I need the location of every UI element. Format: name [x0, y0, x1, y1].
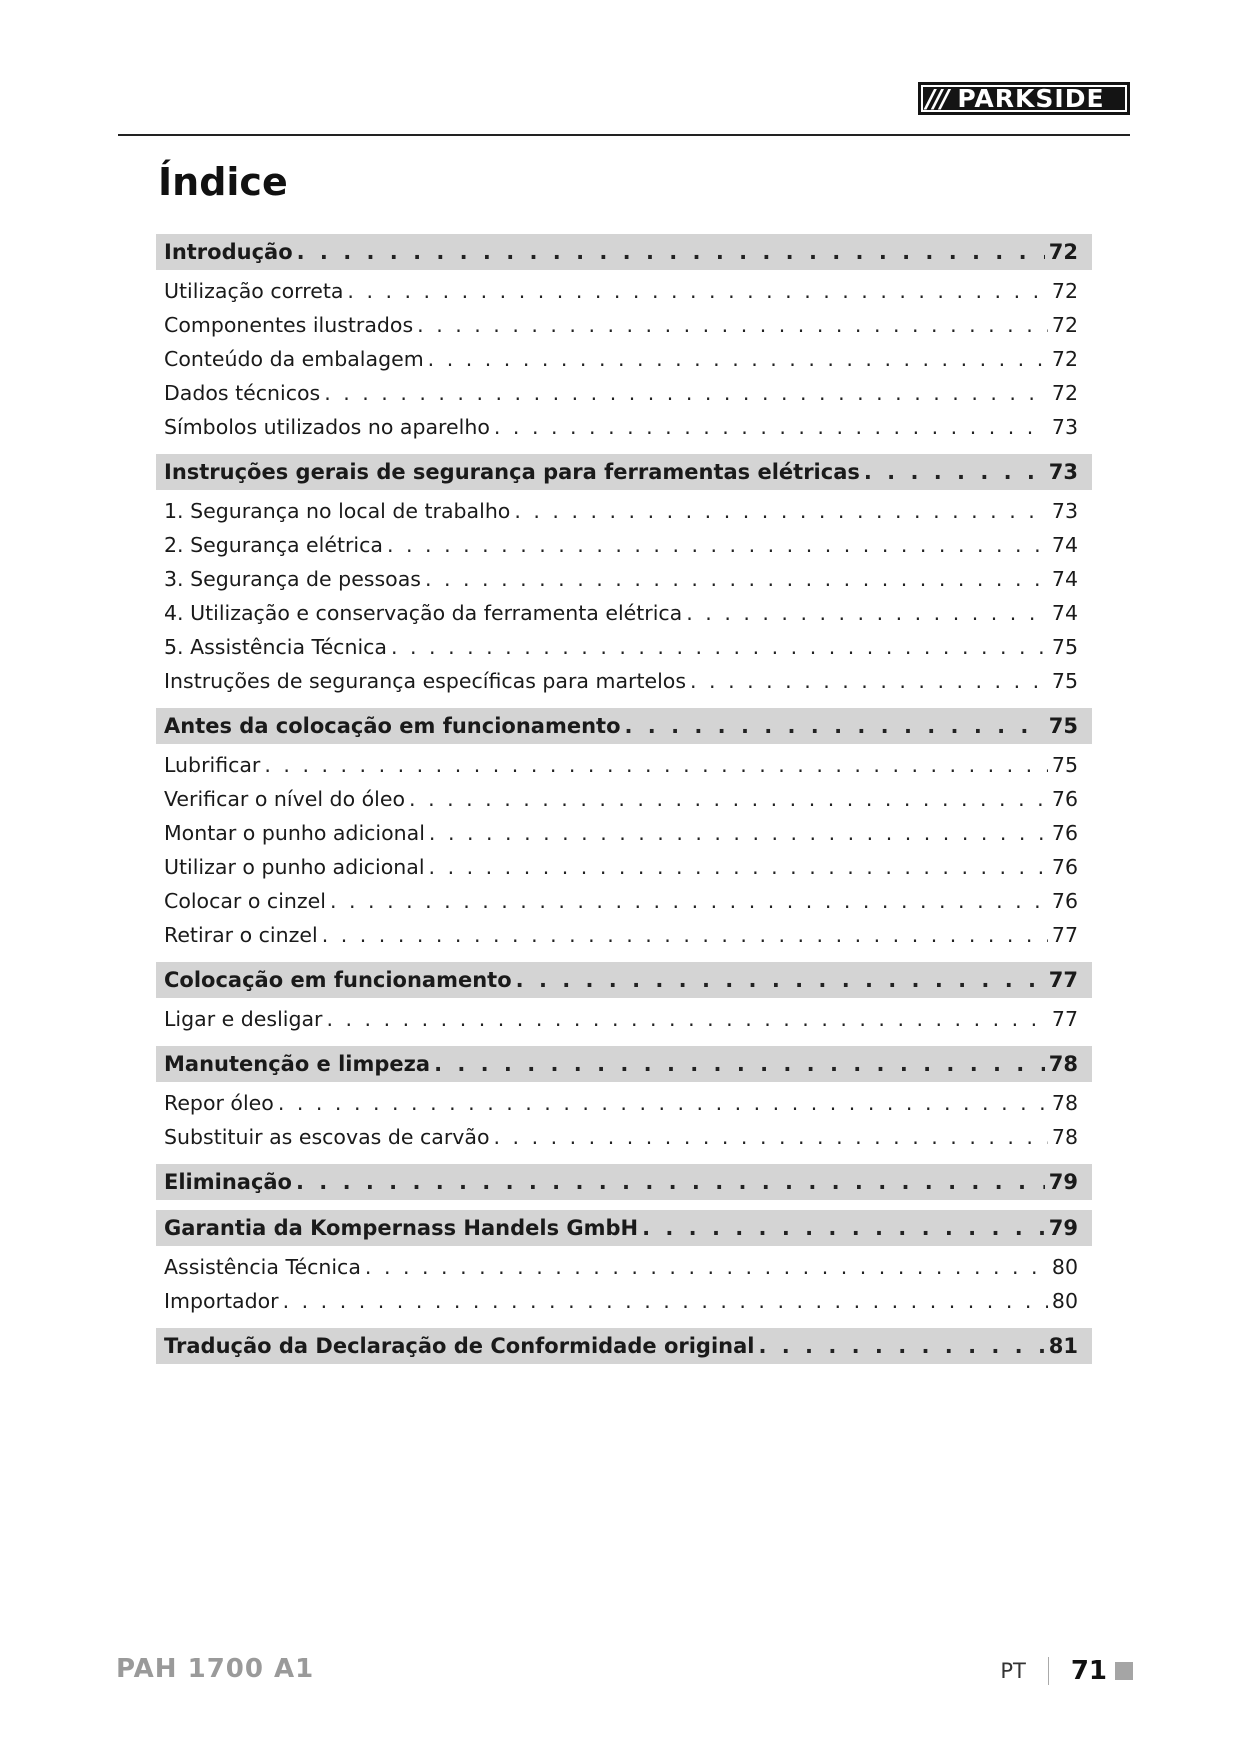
toc-page-number: 76	[1051, 855, 1078, 879]
toc-leader-dots	[690, 664, 1048, 698]
logo-slashes: ///	[926, 84, 948, 113]
toc-leader-dots	[326, 1002, 1047, 1036]
toc-page-number: 72	[1051, 279, 1078, 303]
toc-page-number: 73	[1051, 499, 1078, 523]
toc-leader-dots	[278, 1086, 1048, 1120]
toc-label: Colocar o cinzel	[164, 889, 326, 913]
toc-label: Símbolos utilizados no aparelho	[164, 415, 490, 439]
toc-label: Verificar o nível do óleo	[164, 787, 406, 811]
toc-label: Substituir as escovas de carvão	[164, 1125, 490, 1149]
toc-label: Instruções gerais de segurança para ferramentas elétricas	[164, 460, 860, 484]
toc-leader-dots	[864, 454, 1045, 490]
toc-entry[interactable]	[156, 376, 1092, 410]
toc-entry[interactable]	[156, 342, 1092, 376]
toc-leader-dots	[494, 410, 1048, 444]
toc-label: 5. Assistência Técnica	[164, 635, 387, 659]
header-rule	[118, 134, 1130, 136]
toc-leader-dots	[296, 1164, 1045, 1200]
toc-label: Conteúdo da embalagem	[164, 347, 424, 371]
parkside-logo	[918, 82, 1130, 115]
toc-entry[interactable]	[156, 1284, 1092, 1318]
toc-label: Retirar o cinzel	[164, 923, 318, 947]
toc-page-number: 75	[1051, 669, 1078, 693]
footer-separator	[1048, 1657, 1049, 1685]
toc-entry[interactable]	[156, 664, 1092, 698]
toc-label: Introdução	[164, 240, 293, 264]
toc-label: Montar o punho adicional	[164, 821, 425, 845]
toc-leader-dots	[494, 1120, 1048, 1154]
toc-label: 4. Utilização e conservação da ferramenta elétrica	[164, 601, 683, 625]
toc-entry[interactable]	[156, 884, 1092, 918]
toc-leader-dots	[264, 748, 1048, 782]
toc-label: Antes da colocação em funcionamento	[164, 714, 621, 738]
toc-entry[interactable]	[156, 410, 1092, 444]
toc-page-number: 75	[1051, 635, 1078, 659]
toc-label: Assistência Técnica	[164, 1255, 361, 1279]
toc-leader-dots	[625, 708, 1045, 744]
toc-page-number: 74	[1051, 567, 1078, 591]
toc-entry[interactable]	[156, 850, 1092, 884]
toc-leader-dots	[324, 376, 1048, 410]
toc-page-number: 75	[1048, 714, 1078, 738]
toc-entry[interactable]	[156, 308, 1092, 342]
toc-page-number: 75	[1051, 753, 1078, 777]
toc-page-number: 81	[1048, 1334, 1078, 1358]
toc-entry[interactable]	[156, 918, 1092, 952]
toc-label: Manutenção e limpeza	[164, 1052, 431, 1076]
toc-leader-dots	[758, 1328, 1044, 1364]
language-code: PT	[1000, 1659, 1026, 1683]
model-number: PAH 1700 A1	[116, 1654, 315, 1684]
toc-page-number: 77	[1048, 968, 1078, 992]
toc-entry[interactable]	[156, 748, 1092, 782]
toc-page-number: 77	[1051, 923, 1078, 947]
toc-label: Tradução da Declaração de Conformidade original	[164, 1334, 755, 1358]
toc-page-number: 74	[1051, 533, 1078, 557]
toc-page-number: 77	[1051, 1007, 1078, 1031]
toc-section-heading[interactable]	[156, 962, 1092, 998]
toc-label: Garantia da Kompernass Handels GmbH	[164, 1216, 639, 1240]
toc-entry[interactable]	[156, 274, 1092, 308]
toc-leader-dots	[297, 234, 1045, 270]
toc-entry[interactable]	[156, 494, 1092, 528]
toc-label: Instruções de segurança específicas para martelos	[164, 669, 687, 693]
toc-leader-dots	[330, 884, 1048, 918]
toc-leader-dots	[434, 1046, 1045, 1082]
toc-leader-dots	[347, 274, 1047, 308]
toc-leader-dots	[686, 596, 1048, 630]
page-title: Índice	[158, 160, 288, 204]
toc-entry[interactable]	[156, 562, 1092, 596]
toc-page-number: 73	[1048, 460, 1078, 484]
toc-label: Utilizar o punho adicional	[164, 855, 425, 879]
toc-section-heading[interactable]	[156, 1210, 1092, 1246]
toc-leader-dots	[365, 1250, 1048, 1284]
toc-leader-dots	[322, 918, 1048, 952]
toc-section-heading[interactable]	[156, 1328, 1092, 1364]
toc-leader-dots	[391, 630, 1048, 664]
toc-label: Utilização correta	[164, 279, 344, 303]
toc-leader-dots	[425, 562, 1048, 596]
toc-label: 2. Segurança elétrica	[164, 533, 383, 557]
toc-label: Repor óleo	[164, 1091, 274, 1115]
toc-page-number: 80	[1051, 1255, 1078, 1279]
toc-label: Colocação em funcionamento	[164, 968, 512, 992]
toc-entry[interactable]	[156, 1086, 1092, 1120]
toc-page-number: 72	[1048, 240, 1078, 264]
toc-leader-dots	[409, 782, 1048, 816]
toc-page-number: 79	[1048, 1216, 1078, 1240]
page-number: 71	[1070, 1656, 1107, 1686]
toc-page-number: 76	[1051, 821, 1078, 845]
toc-page-number: 72	[1051, 313, 1078, 337]
toc-entry[interactable]	[156, 816, 1092, 850]
toc-entry[interactable]	[156, 1002, 1092, 1036]
page-marker-square	[1115, 1662, 1133, 1680]
toc-page-number: 80	[1051, 1289, 1078, 1313]
toc-page-number: 73	[1051, 415, 1078, 439]
footer-pagination	[1000, 1654, 1133, 1688]
toc-section-heading[interactable]	[156, 234, 1092, 270]
toc-page-number: 76	[1051, 889, 1078, 913]
toc-label: Importador	[164, 1289, 279, 1313]
toc-label: 3. Segurança de pessoas	[164, 567, 421, 591]
toc-section-heading[interactable]	[156, 1164, 1092, 1200]
toc-page-number: 78	[1051, 1125, 1078, 1149]
toc-entry[interactable]	[156, 782, 1092, 816]
toc-entry[interactable]	[156, 1250, 1092, 1284]
toc-section-heading[interactable]	[156, 454, 1092, 490]
toc-label: 1. Segurança no local de trabalho	[164, 499, 511, 523]
toc-leader-dots	[429, 816, 1048, 850]
toc-leader-dots	[642, 1210, 1045, 1246]
toc-entry[interactable]	[156, 596, 1092, 630]
toc-label: Componentes ilustrados	[164, 313, 414, 337]
toc-leader-dots	[516, 962, 1045, 998]
toc-leader-dots	[387, 528, 1048, 562]
table-of-contents	[156, 234, 1092, 1368]
toc-label: Lubrificar	[164, 753, 261, 777]
toc-entry[interactable]	[156, 528, 1092, 562]
toc-entry[interactable]	[156, 630, 1092, 664]
toc-leader-dots	[429, 850, 1048, 884]
toc-section-heading[interactable]	[156, 1046, 1092, 1082]
toc-leader-dots	[514, 494, 1048, 528]
logo-text: PARKSIDE	[957, 84, 1105, 113]
toc-section-heading[interactable]	[156, 708, 1092, 744]
toc-leader-dots	[428, 342, 1048, 376]
toc-leader-dots	[283, 1284, 1048, 1318]
toc-page-number: 72	[1051, 381, 1078, 405]
toc-page-number: 78	[1051, 1091, 1078, 1115]
toc-entry[interactable]	[156, 1120, 1092, 1154]
toc-page-number: 74	[1051, 601, 1078, 625]
toc-label: Dados técnicos	[164, 381, 321, 405]
toc-page-number: 72	[1051, 347, 1078, 371]
toc-page-number: 79	[1048, 1170, 1078, 1194]
toc-page-number: 78	[1048, 1052, 1078, 1076]
toc-leader-dots	[417, 308, 1048, 342]
toc-label: Ligar e desligar	[164, 1007, 323, 1031]
toc-label: Eliminação	[164, 1170, 292, 1194]
toc-page-number: 76	[1051, 787, 1078, 811]
